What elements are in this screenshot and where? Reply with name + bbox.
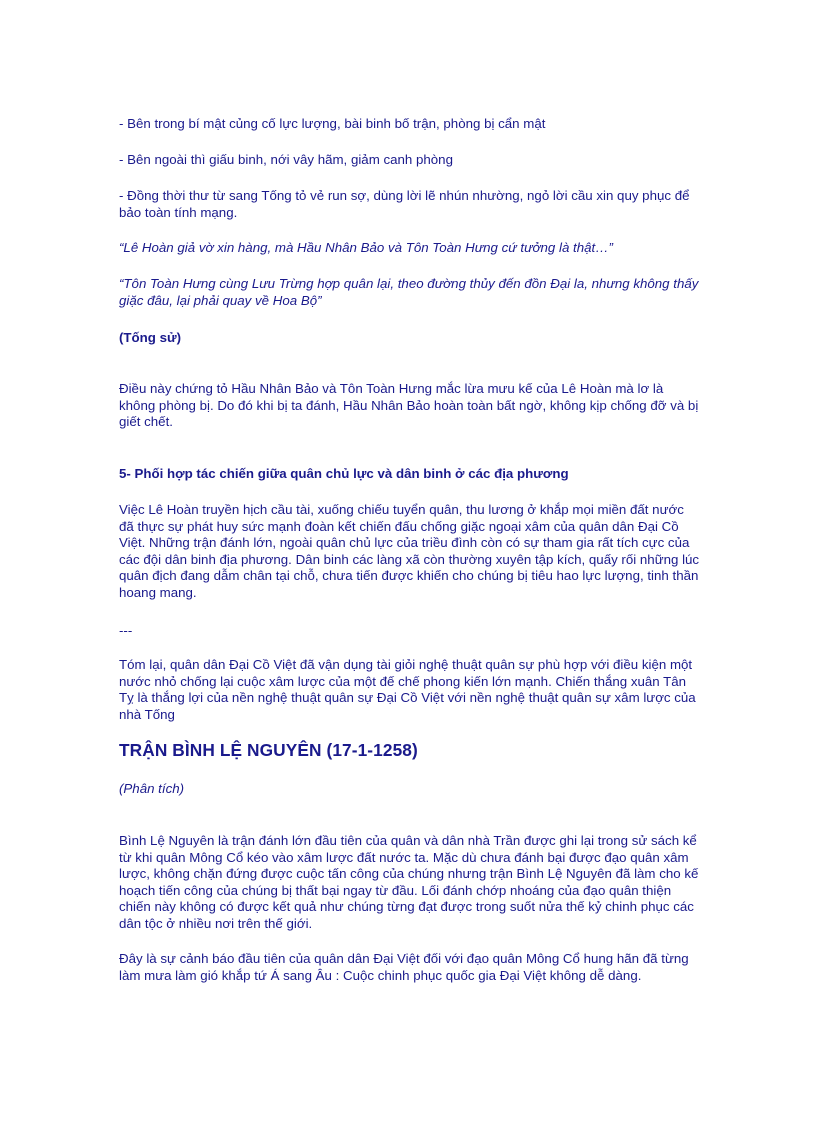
paragraph-letter-to-song: - Đồng thời thư từ sang Tống tỏ vẻ run sợ, dùng lời lẽ nhún nhường, ngỏ lời cầu xin quy phục để bảo toàn tính mạng.: [119, 188, 690, 220]
paragraph-inner-preparation: - Bên trong bí mật củng cố lực lượng, bài binh bố trận, phòng bị cẩn mật: [119, 116, 546, 131]
paragraph-summary: Tóm lại, quân dân Đại Cồ Việt đã vận dụng tài giỏi nghệ thuật quân sự phù hợp với điều kiện một nước nhỏ chống lại cuộc xâm lược của một đế chế phong kiến lớn mạnh. Chiến thắng xuân Tân Tỵ là thắng lợi của nền nghệ thuật quân sự Đại Cồ Việt với nền nghệ thuật quân sự xâm lược của nhà Tống: [119, 657, 696, 722]
paragraph-outer-deception: - Bên ngoài thì giấu binh, nới vây hãm, giảm canh phòng: [119, 152, 453, 167]
paragraph-militia-coordination: Việc Lê Hoàn truyền hịch cầu tài, xuống chiếu tuyển quân, thu lương ở khắp mọi miền đất nước đã thực sự phát huy sức mạnh đoàn kết chiến đấu chống giặc ngoại xâm của quân dân Đại Cồ Việt. Những trận đánh lớn, ngoài quân chủ lực của triều đình còn có sự tham gia rất tích cực của các đội dân binh địa phương. Dân binh các làng xã còn thường xuyên tập kích, quấy rối những lúc quân địch đang dẫm chân tại chỗ, chưa tiến được khiến cho chúng bị tiêu hao lực lượng, tinh thần hoang mang.: [119, 502, 700, 600]
subtitle-analysis: (Phân tích): [119, 781, 185, 796]
section-heading-coordination: 5- Phối hợp tác chiến giữa quân chủ lực và dân binh ở các địa phương: [119, 466, 569, 481]
paragraph-deception-result: Điều này chứng tỏ Hầu Nhân Bảo và Tôn Toàn Hưng mắc lừa mưu kế của Lê Hoàn mà lơ là không phòng bị. Do đó khi bị ta đánh, Hầu Nhân Bảo hoàn toàn bất ngờ, không kịp chống đỡ và bị giết chết.: [119, 381, 699, 429]
separator-dashes: ---: [119, 623, 133, 638]
title-binh-le-nguyen: TRẬN BÌNH LỆ NGUYÊN (17-1-1258): [119, 740, 418, 760]
quote-le-hoan-surrender: “Lê Hoàn giả vờ xin hàng, mà Hầu Nhân Bảo và Tôn Toàn Hưng cứ tưởng là thật…”: [119, 240, 613, 255]
quote-ton-toan-hung: “Tôn Toàn Hưng cùng Lưu Trừng hợp quân lại, theo đường thủy đến đồn Đại la, nhưng không thấy giặc đâu, lại phải quay về Hoa Bộ”: [119, 276, 699, 308]
source-citation: (Tống sử): [119, 330, 182, 345]
paragraph-binh-le-nguyen-intro: Bình Lệ Nguyên là trận đánh lớn đầu tiên của quân và dân nhà Trần được ghi lại trong sử sách kể từ khi quân Mông Cổ kéo vào xâm lược đất nước ta. Mặc dù chưa đánh bại được đạo quân xâm lược, không chặn đứng được cuộc tấn công của chúng nhưng trận Bình Lệ Nguyên đã làm cho kế hoạch tiến công của chúng bị thất bại ngay từ đầu. Lối đánh chớp nhoáng của đạo quân thiện chiến này không có được kết quả như chúng từng đạt được trong suốt nửa thế kỷ chinh phục các dân tộc ở nhiều nơi trên thế giới.: [119, 833, 699, 931]
paragraph-warning: Đây là sự cảnh báo đầu tiên của quân dân Đại Việt đối với đạo quân Mông Cổ hung hãn đã từng làm mưa làm gió khắp tứ Á sang Âu : Cuộc chinh phục quốc gia Đại Việt không dễ dàng.: [119, 951, 689, 983]
